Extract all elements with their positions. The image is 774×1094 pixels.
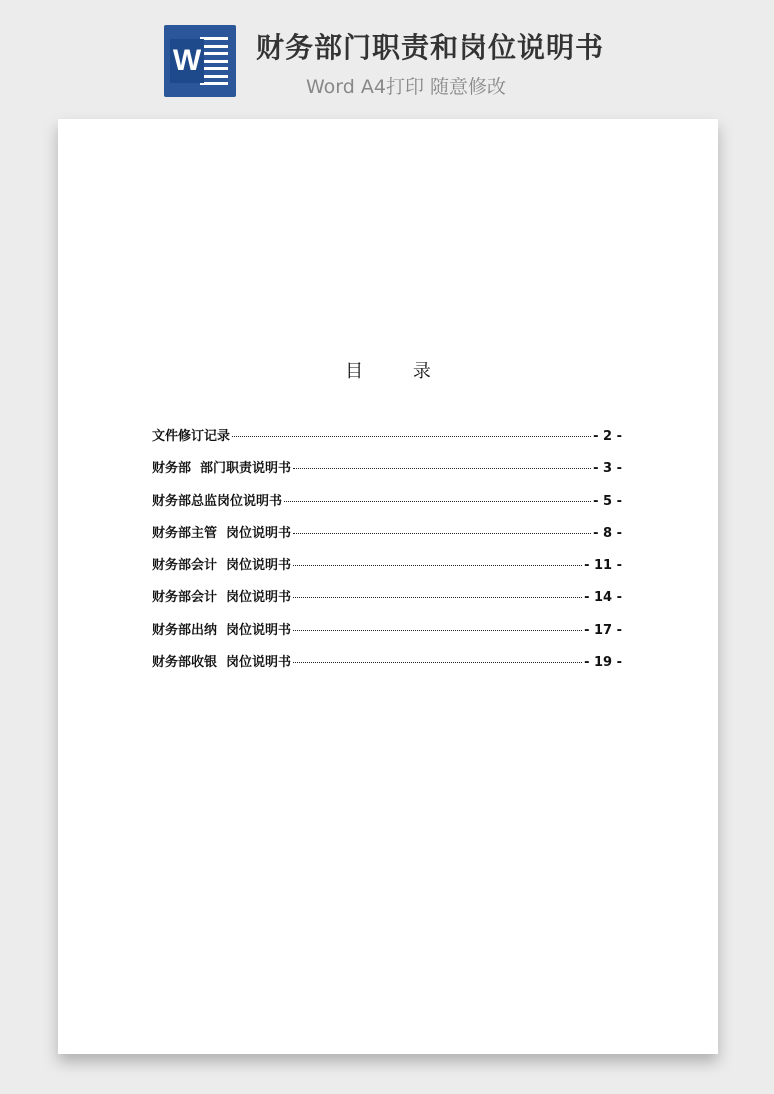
toc-entry-page: - 5 -	[593, 493, 622, 509]
toc-leader-dots	[293, 597, 582, 598]
toc-entry[interactable]	[152, 651, 622, 683]
toc-entry[interactable]	[152, 457, 622, 489]
toc-entry[interactable]	[152, 490, 622, 522]
toc-entry-label: 财务部会计 岗位说明书	[152, 558, 292, 574]
page-subtitle: Word A4打印 随意修改	[305, 76, 506, 98]
toc-entry-page: - 8 -	[593, 525, 622, 541]
toc-leader-dots	[293, 533, 591, 534]
toc-leader-dots	[293, 565, 582, 566]
toc-entry-label: 财务部出纳 岗位说明书	[152, 622, 292, 638]
toc-entry-page: - 19 -	[584, 655, 622, 671]
toc-entry-label: 文件修订记录	[152, 429, 231, 444]
page-title: 财务部门职责和岗位说明书	[256, 31, 605, 64]
toc-entry-page: - 2 -	[593, 429, 622, 444]
toc-leader-dots	[293, 630, 582, 631]
page-header	[0, 0, 774, 110]
word-document-icon	[164, 25, 236, 97]
toc-entry-label: 财务部收银 岗位说明书	[152, 655, 292, 671]
toc-entry-label: 财务部会计 岗位说明书	[152, 590, 292, 606]
toc-entry-label: 财务部总监岗位说明书	[152, 493, 283, 509]
toc-entry-page: - 11 -	[584, 558, 622, 574]
toc-entry-page: - 17 -	[584, 622, 622, 638]
toc-entry[interactable]	[152, 425, 622, 457]
toc-entry[interactable]	[152, 522, 622, 554]
toc-entry[interactable]	[152, 554, 622, 586]
table-of-contents	[152, 425, 622, 683]
toc-heading: 目 录	[345, 361, 453, 382]
toc-leader-dots	[232, 436, 591, 437]
toc-entry-label: 财务部主管 岗位说明书	[152, 525, 292, 541]
toc-entry-label: 财务部 部门职责说明书	[152, 461, 292, 477]
document-page	[58, 119, 718, 1054]
word-icon-lines	[200, 37, 228, 85]
toc-leader-dots	[293, 662, 582, 663]
toc-entry-page: - 14 -	[584, 590, 622, 606]
toc-leader-dots	[293, 468, 591, 469]
toc-entry[interactable]	[152, 586, 622, 618]
toc-entry[interactable]	[152, 619, 622, 651]
word-icon-letter: W	[170, 39, 204, 83]
toc-leader-dots	[284, 501, 591, 502]
toc-entry-page: - 3 -	[593, 461, 622, 477]
